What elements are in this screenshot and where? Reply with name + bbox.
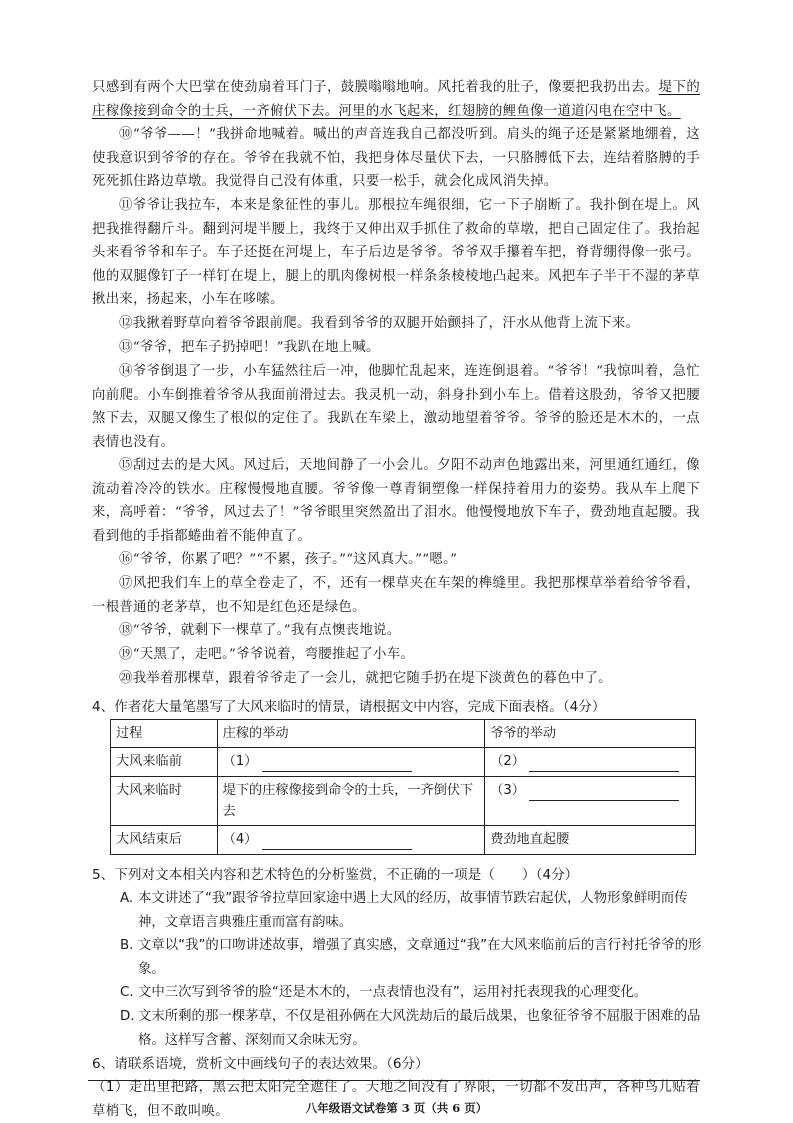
passage-paragraph-11: ⑪爷爷让我拉车，本来是象征性的事儿。那根拉车绳很细，它一下子崩断了。我扑倒在堤上。风把我推得翻斤斗。翻到河堤半腰上，我终于又伸出双手抓住了救命的草墩，把自己固定住了。我抬起头来看爷爷和车子。车子还挺在河堤上，车子后边是爷爷。爷爷双手攥着车把，脊背绷得像一张弓。他的双腿像钉子一样钉在堤上，腿上的肌肉像树根一样条条棱棱地凸起来。风把车子半干不湿的茅草揪出来，扬起来，小车在哆嗦。 <box>92 198 700 307</box>
blank-label: （4） <box>222 832 258 847</box>
passage-paragraph-18: ⑱“爷爷，就剩下一棵草了。”我有点懊丧地说。 <box>119 623 401 638</box>
passage-paragraph-20: ⑳我举着那棵草，跟着爷爷走了一会儿，就把它随手扔在堤下淡黄色的暮色中了。 <box>119 671 612 686</box>
table-header-row <box>111 720 696 748</box>
table-header-cell: 爷爷的举动 <box>485 720 696 748</box>
option-label: C. <box>120 985 134 1000</box>
option-label: D. <box>120 1009 135 1024</box>
passage-paragraph-12: ⑫我揪着野草向着爷爷跟前爬。我看到爷爷的双腿开始颤抖了，汗水从他背上流下来。 <box>119 316 640 331</box>
underlined-sentence: 堤下的庄稼像接到命令的士兵，一齐俯伏下去。河里的水飞起来，红翅膀的鲤鱼像一道道闪电在空中飞。 <box>92 80 701 119</box>
answer-cell[interactable] <box>485 748 696 777</box>
blank-label: （1） <box>222 754 258 769</box>
table-row <box>111 777 696 826</box>
question-6-item-1: （1）走出里把路，黑云把太阳完全遮住了。天地之间没有了界限，一切都不发出声，各种鸟儿贴着草梢飞，但不敢叫唤。 <box>92 1080 700 1119</box>
passage-paragraph-15: ⑮刮过去的是大风。风过后，天地间静了一小会儿。夕阳不动声色地露出来，河里通红通红，像流动着冷冷的铁水。庄稼慢慢地直腰。爷爷像一尊青铜塑像一样保持着用力的姿势。我从车上爬下来，高呼着：“爷爷，风过去了！”爷爷眼里突然盈出了泪水。他慢慢地放下车子，费劲地直起腰。我看到他的手指都蜷曲着不能伸直了。 <box>92 458 700 544</box>
grandpa-cell: 费劲地直起腰 <box>485 826 696 855</box>
answer-cell[interactable] <box>217 748 485 777</box>
question-6-prompt: 6、请联系语境，赏析文中画线句子的表达效果。（6分） <box>92 1056 429 1072</box>
answer-blank[interactable] <box>262 757 412 772</box>
blank-label: （3） <box>490 783 525 798</box>
page-footer: 八年级语文试卷第 3 页（共 6 页） <box>305 1101 488 1115</box>
table-header-cell: 过程 <box>111 720 218 748</box>
passage-paragraph-19: ⑲“天黑了，走吧。”爷爷说着，弯腰推起了小车。 <box>119 647 415 662</box>
answer-blank[interactable] <box>262 835 412 850</box>
passage-paragraph-14: ⑭爷爷倒退了一步，小车猛然往后一冲，他脚忙乱起来，连连倒退着。“爷爷！”我惊叫着，急忙向前爬。小车倒推着爷爷从我面前滑过去。我灵机一动，斜身扑到小车上。借着这股劲，爷爷又把腰煞下去，双腿又像生了根似的定住了。我趴在车梁上，激动地望着爷爷。爷爷的脸还是木木的，一点表情也没有。 <box>92 364 700 450</box>
blank-label: （2） <box>490 754 525 769</box>
crops-cell: 堤下的庄稼像接到命令的士兵，一齐倒伏下去 <box>217 777 485 826</box>
table-row <box>111 826 696 855</box>
option-d[interactable] <box>120 1005 710 1052</box>
passage-paragraph-13: ⑬“爷爷，把车子扔掉吧！”我趴在地上喊。 <box>119 340 380 355</box>
answer-blank[interactable] <box>529 786 679 801</box>
option-label: B. <box>120 938 134 953</box>
passage-paragraph-17: ⑰风把我们车上的草全卷走了，不，还有一棵草夹在车架的榫缝里。我把那棵草举着给爷爷看，一根普通的老茅草，也不知是红色还是绿色。 <box>92 576 700 615</box>
question-4-table <box>110 719 696 855</box>
option-label: A. <box>120 891 134 906</box>
answer-cell[interactable] <box>485 777 696 826</box>
stage-cell: 大风来临时 <box>111 777 218 826</box>
stage-cell: 大风来临前 <box>111 748 218 777</box>
answer-cell[interactable] <box>217 826 485 855</box>
option-text: 文末所剩的那一棵茅草，不仅是祖孙俩在大风洗劫后的最后战果，也象征爷爷不屈服于困难的品格。这样写含蓄、深刻而又余味无穷。 <box>138 1009 701 1048</box>
footer-divider <box>88 1080 700 1081</box>
passage-paragraph-continued <box>92 76 700 123</box>
passage-text: 只感到有两个大巴掌在使劲扇着耳门子，鼓膜嗡嗡地响。风托着我的肚子，像要把我扔出去。 <box>92 80 659 95</box>
answer-blank[interactable] <box>529 757 679 772</box>
passage-paragraph-16: ⑯“爷爷，你累了吧？”“不累，孩子。”“这风真大。”“嗯。” <box>119 552 458 567</box>
question-5-prompt: 5、下列对文本相关内容和艺术特色的分析鉴赏，不正确的一项是（ ）（4分） <box>92 867 579 883</box>
table-row <box>111 748 696 777</box>
option-text: 文章以“我”的口吻讲述故事，增强了真实感，文章通过“我”在大风来临前后的言行衬托爷爷的形象。 <box>138 938 702 977</box>
passage-paragraph-10: ⑩“爷爷——！”我拼命地喊着。喊出的声音连我自己都没听到。肩头的绳子还是紧紧地绷着，这使我意识到爷爷的存在。爷爷在我就不怕，我把身体尽量伏下去，一只胳膊低下去，连结着胳膊的手死死抓住路边草墩。我觉得自己没有体重，只要一松手，就会化成风消失掉。 <box>92 127 700 189</box>
stage-cell: 大风结束后 <box>111 826 218 855</box>
option-text: 文中三次写到爷爷的脸“还是木木的，一点表情也没有”，运用衬托表现我的心理变化。 <box>138 985 648 1000</box>
table-header-cell: 庄稼的举动 <box>217 720 485 748</box>
option-c[interactable] <box>120 981 710 1005</box>
option-a[interactable] <box>120 887 710 934</box>
option-text: 本文讲述了“我”跟爷爷拉草回家途中遇上大风的经历，故事情节跌宕起伏，人物形象鲜明而传神，文章语言典雅庄重而富有韵味。 <box>138 891 688 930</box>
option-b[interactable] <box>120 934 710 981</box>
question-4-prompt: 4、作者花大量笔墨写了大风来临时的情景，请根据文中内容，完成下面表格。（4分） <box>92 699 606 715</box>
